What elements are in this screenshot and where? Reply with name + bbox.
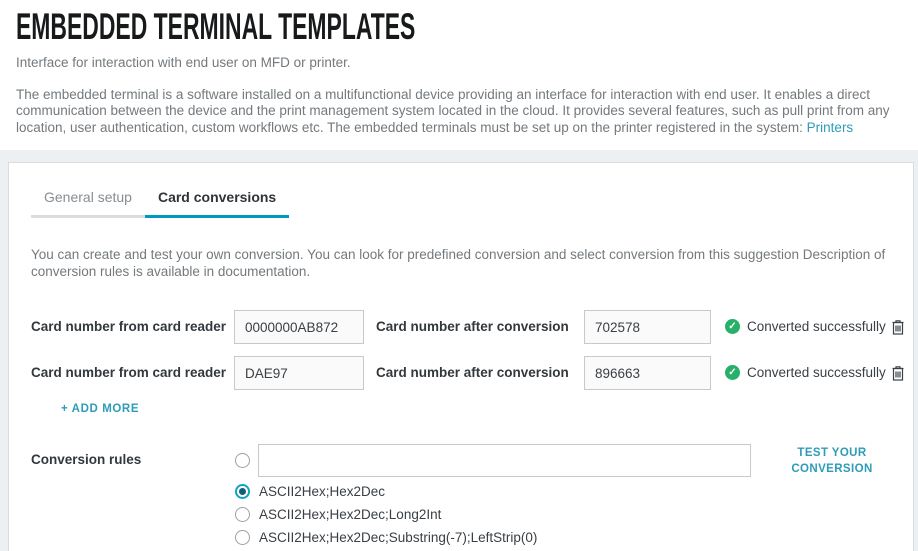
- test-link-line: TEST YOUR: [797, 447, 867, 459]
- conversion-rules-label: Conversion rules: [31, 452, 142, 467]
- card-from-label: Card number from card reader: [31, 365, 227, 380]
- add-more-button[interactable]: + ADD MORE: [61, 403, 140, 415]
- panel-intro-text: You can create and test your own conversion. You can look for predefined conversion and select conversion from this suggestion Description of conversion rules is available in documentation.: [31, 247, 886, 279]
- card-from-input[interactable]: [234, 310, 364, 344]
- rule-option[interactable]: [235, 507, 441, 522]
- status-text: Converted successfully: [747, 319, 886, 334]
- card-after-label: Card number after conversion: [376, 365, 569, 380]
- trash-icon[interactable]: [890, 318, 906, 336]
- card-conversions-panel: [8, 162, 914, 551]
- card-after-input[interactable]: [584, 310, 711, 344]
- card-after-label: Card number after conversion: [376, 319, 569, 334]
- custom-rule-radio[interactable]: [235, 453, 250, 468]
- page-description: [16, 87, 911, 136]
- card-from-input[interactable]: [234, 356, 364, 390]
- rule-option[interactable]: [235, 530, 537, 545]
- rule-option-label: ASCII2Hex;Hex2Dec;Long2Int: [259, 507, 442, 522]
- tab-bar: [31, 189, 289, 218]
- status-badge: [725, 365, 886, 380]
- tab-general-setup[interactable]: General setup: [31, 189, 145, 218]
- printers-link[interactable]: Printers: [806, 119, 854, 135]
- tab-card-conversions[interactable]: Card conversions: [145, 189, 289, 218]
- description-text: The embedded terminal is a software installed on a multifunctional device providing an interface for interaction with end user. It enables a direct communication between the device and the print management system located in the cloud. It provides several features, such as pull print from any location, user authentication, custom workflows etc. The embedded terminals must be set up on the printer registered in the system:: [16, 87, 890, 135]
- card-from-label: Card number from card reader: [31, 319, 227, 334]
- rule-option-label: ASCII2Hex;Hex2Dec;Substring(-7);LeftStrip(0): [259, 530, 538, 545]
- check-circle-icon: ✓: [725, 319, 740, 334]
- conversion-row: [9, 310, 915, 344]
- test-link-line: CONVERSION: [791, 463, 873, 475]
- rule-option[interactable]: [235, 484, 385, 499]
- trash-icon[interactable]: [890, 364, 906, 382]
- custom-rule-input[interactable]: [258, 444, 751, 477]
- test-your-conversion-button[interactable]: [776, 445, 888, 477]
- conversion-row: [9, 356, 915, 390]
- radio-icon[interactable]: [235, 507, 250, 522]
- status-badge: [725, 319, 886, 334]
- rule-option-label: ASCII2Hex;Hex2Dec: [259, 484, 386, 499]
- page-subtitle: Interface for interaction with end user on MFD or printer.: [16, 55, 351, 70]
- radio-selected-icon[interactable]: [235, 484, 250, 499]
- radio-icon[interactable]: [235, 530, 250, 545]
- check-circle-icon: ✓: [725, 365, 740, 380]
- status-text: Converted successfully: [747, 365, 886, 380]
- card-after-input[interactable]: [584, 356, 711, 390]
- page-title: EMBEDDED TERMINAL TEMPLATES: [16, 6, 416, 47]
